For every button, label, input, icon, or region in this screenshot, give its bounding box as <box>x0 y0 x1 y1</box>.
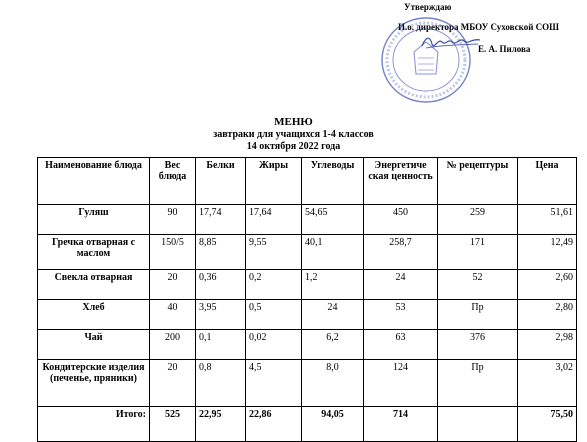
header-price: Цена <box>518 158 577 205</box>
cell-fat: 0,2 <box>246 270 302 300</box>
cell-fat: 4,5 <box>246 360 302 407</box>
cell-protein: 0,1 <box>196 330 246 360</box>
total-weight: 525 <box>150 407 196 442</box>
cell-carbs: 24 <box>302 300 364 330</box>
header-fat: Жиры <box>246 158 302 205</box>
header-name: Наименование блюда <box>38 158 150 205</box>
cell-weight: 150/5 <box>150 235 196 270</box>
cell-name: Хлеб <box>38 300 150 330</box>
cell-price: 2,60 <box>518 270 577 300</box>
approval-title: Утверждаю <box>404 2 452 12</box>
cell-price: 51,61 <box>518 205 577 235</box>
cell-energy: 450 <box>364 205 438 235</box>
cell-protein: 3,95 <box>196 300 246 330</box>
table-row <box>38 205 577 235</box>
cell-name: Кондитерские изделия (печенье, пряники) <box>38 360 150 407</box>
cell-weight: 90 <box>150 205 196 235</box>
menu-title: МЕНЮ <box>274 116 313 128</box>
header-carbs: Углеводы <box>302 158 364 205</box>
cell-carbs: 1,2 <box>302 270 364 300</box>
cell-recipe: 52 <box>438 270 518 300</box>
table-row <box>38 235 577 270</box>
cell-name: Свекла отварная <box>38 270 150 300</box>
approval-signer: Е. А. Пилова <box>478 44 531 54</box>
cell-price: 3,02 <box>518 360 577 407</box>
total-price: 75,50 <box>518 407 577 442</box>
cell-carbs: 40,1 <box>302 235 364 270</box>
header-energy: Энергетиче ская ценность <box>364 158 438 205</box>
cell-weight: 20 <box>150 270 196 300</box>
cell-protein: 17,74 <box>196 205 246 235</box>
cell-energy: 258,7 <box>364 235 438 270</box>
cell-name: Гречка отварная с маслом <box>38 235 150 270</box>
cell-carbs: 54,65 <box>302 205 364 235</box>
cell-energy: 63 <box>364 330 438 360</box>
cell-energy: 53 <box>364 300 438 330</box>
cell-price: 12,49 <box>518 235 577 270</box>
table-row <box>38 270 577 300</box>
cell-recipe: Пр <box>438 360 518 407</box>
cell-fat: 0,02 <box>246 330 302 360</box>
total-energy: 714 <box>364 407 438 442</box>
cell-fat: 0,5 <box>246 300 302 330</box>
cell-fat: 17,64 <box>246 205 302 235</box>
cell-energy: 124 <box>364 360 438 407</box>
cell-weight: 40 <box>150 300 196 330</box>
table-row <box>38 300 577 330</box>
total-recipe <box>438 407 518 442</box>
cell-name: Гуляш <box>38 205 150 235</box>
cell-price: 2,80 <box>518 300 577 330</box>
header-weight: Вес блюда <box>150 158 196 205</box>
cell-carbs: 8,0 <box>302 360 364 407</box>
cell-recipe: 259 <box>438 205 518 235</box>
total-carbs: 94,05 <box>302 407 364 442</box>
total-label: Итого: <box>38 407 150 442</box>
cell-fat: 9,55 <box>246 235 302 270</box>
cell-weight: 20 <box>150 360 196 407</box>
cell-recipe: 171 <box>438 235 518 270</box>
cell-price: 2,98 <box>518 330 577 360</box>
table-row <box>38 330 577 360</box>
cell-weight: 200 <box>150 330 196 360</box>
header-protein: Белки <box>196 158 246 205</box>
cell-recipe: Пр <box>438 300 518 330</box>
cell-recipe: 376 <box>438 330 518 360</box>
cell-protein: 0,8 <box>196 360 246 407</box>
menu-table <box>37 157 577 442</box>
cell-carbs: 6,2 <box>302 330 364 360</box>
total-fat: 22,86 <box>246 407 302 442</box>
table-row <box>38 360 577 407</box>
menu-date: 14 октября 2022 года <box>246 141 341 152</box>
approval-position: И.о. директора МБОУ Суховской СОШ <box>398 22 560 32</box>
header-recipe: № рецептуры <box>438 158 518 205</box>
cell-energy: 24 <box>364 270 438 300</box>
table-header-row <box>38 158 577 205</box>
total-protein: 22,95 <box>196 407 246 442</box>
table-total-row <box>38 407 577 442</box>
stamp-seal <box>376 12 476 108</box>
cell-protein: 8,85 <box>196 235 246 270</box>
menu-subtitle: завтраки для учащихся 1-4 классов <box>213 129 374 140</box>
cell-name: Чай <box>38 330 150 360</box>
cell-protein: 0,36 <box>196 270 246 300</box>
signature <box>420 32 482 52</box>
